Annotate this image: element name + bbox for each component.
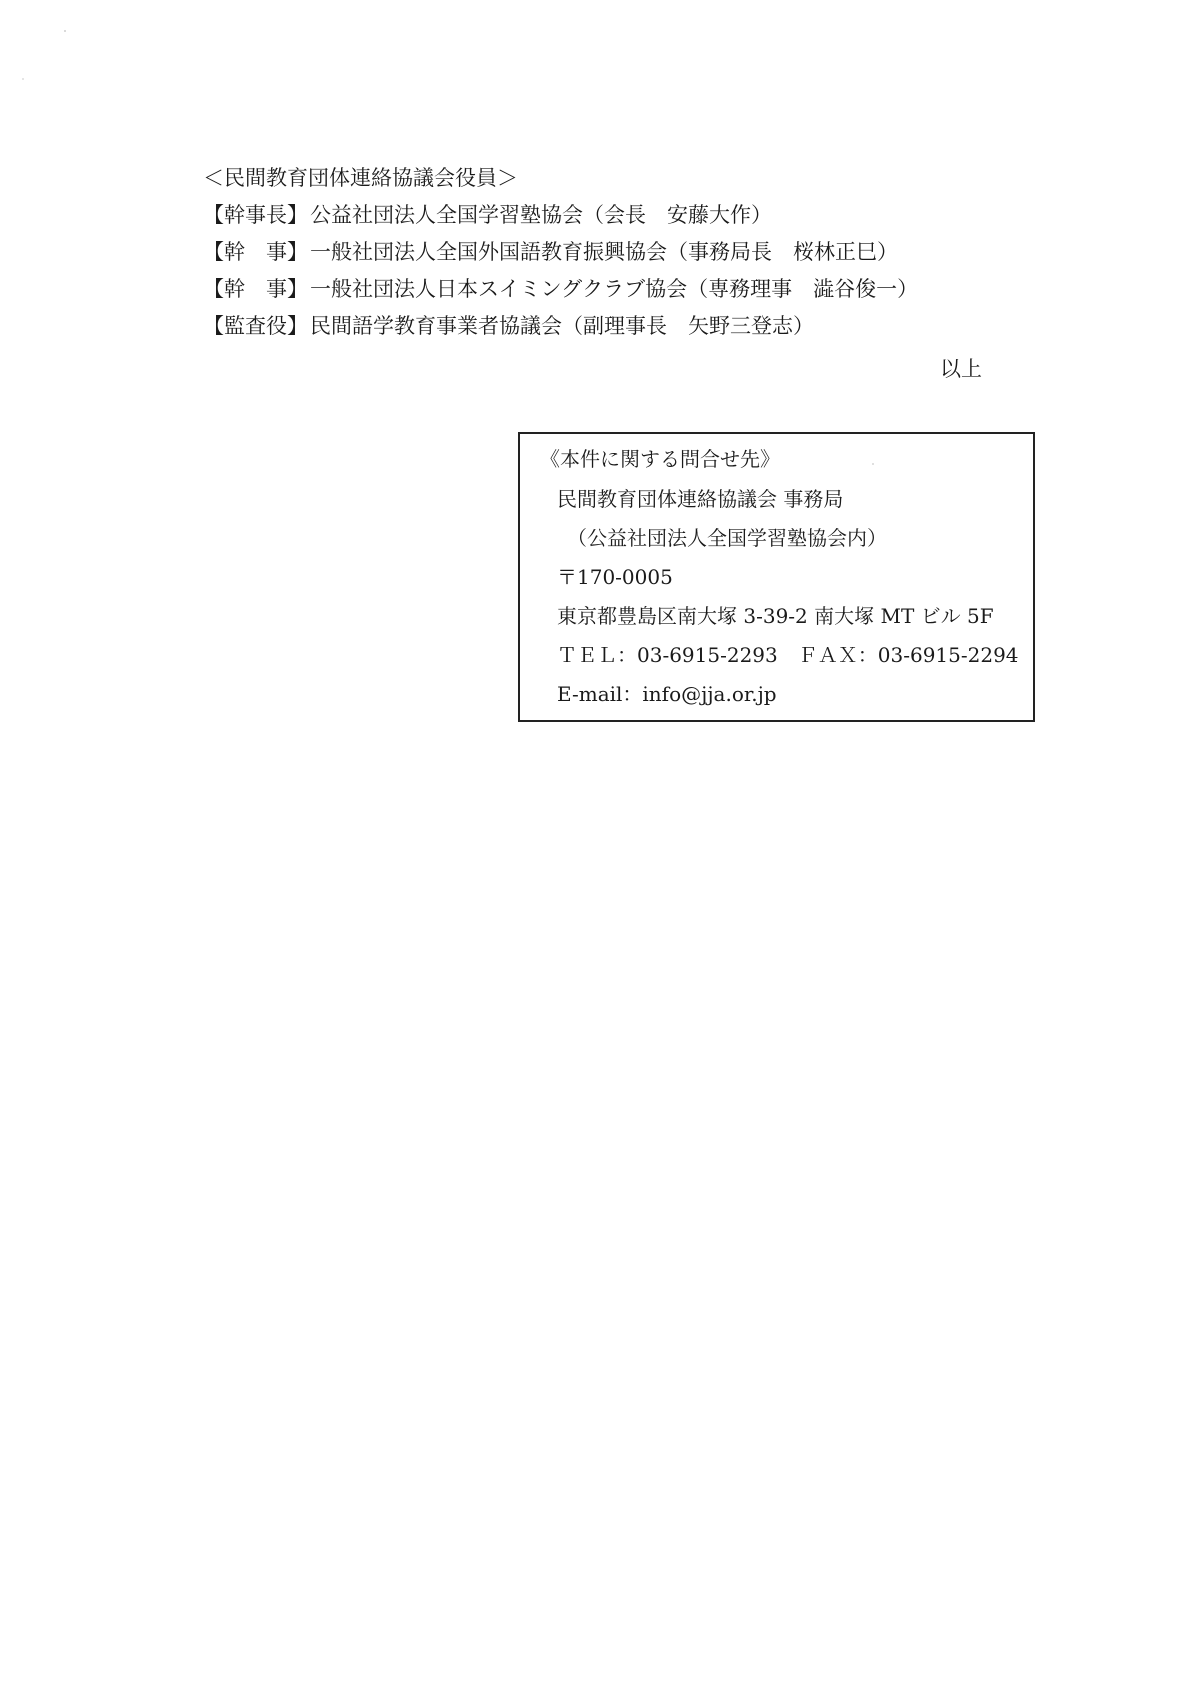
- officers-heading: ＜民間教育団体連絡協議会役員＞: [203, 166, 518, 190]
- contact-phone-fax: ＴＥＬ：03-6915-2293 ＦＡＸ：03-6915-2294: [557, 643, 1019, 667]
- officer-detail: 一般社団法人全国外国語教育振興協会（事務局長 桜林正巳）: [310, 240, 898, 264]
- officer-role: 【幹 事】: [203, 277, 308, 301]
- officer-detail: 公益社団法人全国学習塾協会（会長 安藤大作）: [310, 203, 772, 227]
- officer-role: 【幹事長】: [203, 203, 308, 227]
- contact-email: E-mail：info@jja.or.jp: [557, 682, 777, 706]
- officer-role: 【監査役】: [203, 314, 308, 338]
- contact-box: [518, 432, 1035, 722]
- officer-detail: 民間語学教育事業者協議会（副理事長 矢野三登志）: [310, 314, 814, 338]
- contact-heading: 《本件に関する問合せ先》: [540, 447, 780, 471]
- closing-remark: 以上: [940, 357, 982, 381]
- scan-speck: [64, 30, 66, 32]
- officers-section: [203, 160, 918, 345]
- officer-row: [203, 234, 918, 271]
- officer-row: [203, 197, 918, 234]
- officer-row: [203, 271, 918, 308]
- officer-row: [203, 308, 918, 345]
- contact-address: 東京都豊島区南大塚 3-39-2 南大塚 MT ビル 5F: [557, 604, 994, 628]
- contact-care-of: （公益社団法人全国学習塾協会内）: [567, 526, 887, 550]
- scan-speck: [22, 78, 24, 80]
- officer-detail: 一般社団法人日本スイミングクラブ協会（専務理事 澁谷俊一）: [310, 277, 919, 301]
- contact-organization: 民間教育団体連絡協議会 事務局: [557, 487, 844, 511]
- contact-postal-code: 〒170-0005: [557, 565, 673, 589]
- officer-role: 【幹 事】: [203, 240, 308, 264]
